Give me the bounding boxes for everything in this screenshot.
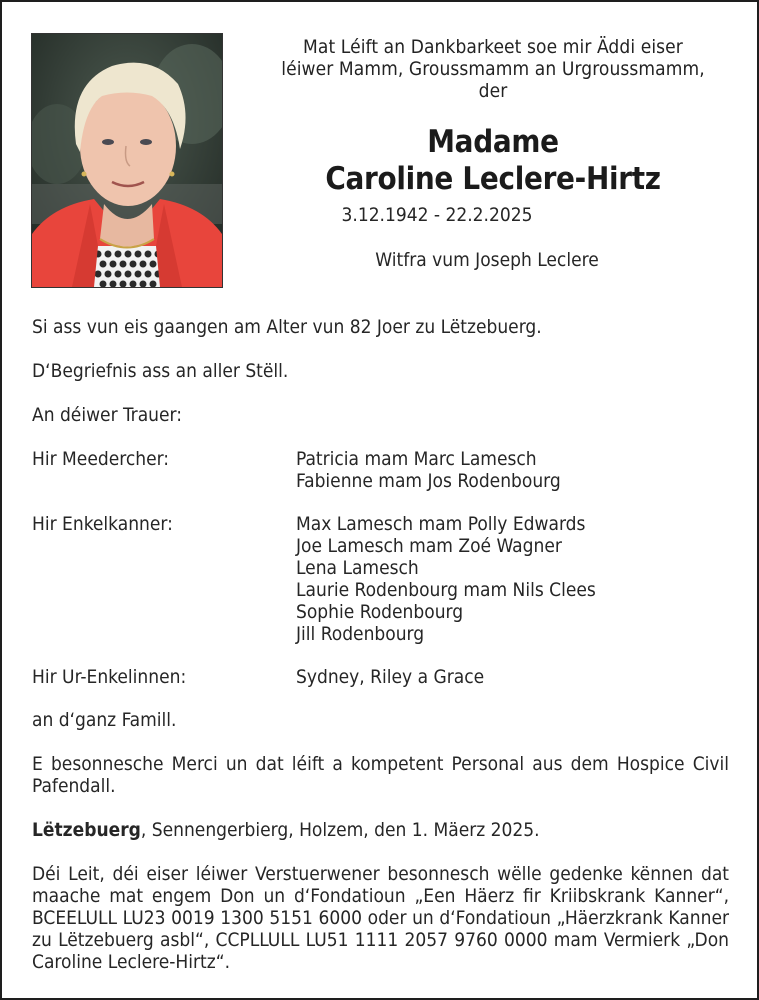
passed-away-text: Si ass vun eis gaangen am Alter vun 82 Joer zu Lëtzebuerg. [32,316,542,338]
family-member: Laurie Rodenbourg mam Nils Clees [296,579,596,601]
family-member: Patricia mam Marc Lamesch [296,448,537,470]
place-date-line [32,819,732,841]
family-member: Sophie Rodenbourg [296,601,464,623]
intro-line: der [478,80,508,102]
intro-line: Mat Léift an Dankbarkeet soe mir Äddi eiser [303,36,683,58]
place-name: Lëtzebuerg [32,819,141,841]
life-dates: 3.12.1942 - 22.2.2025 [341,204,533,226]
family-label: Hir Enkelkanner: [32,513,173,535]
thanks-text: E besonnesche Merci un dat léift a kompetent Personal aus dem Hospice Civil Pafendall. [32,753,729,797]
family-member: Fabienne mam Jos Rodenbourg [296,470,561,492]
family-member: Sydney, Riley a Grace [296,666,485,688]
family-names [296,513,596,645]
portrait-image [32,34,222,287]
portrait-photo [31,33,223,288]
family-label: Hir Meedercher: [32,448,170,470]
widow-of: Witfra vum Joseph Leclere [375,249,599,271]
mourning-intro: An déiwer Trauer: [32,404,182,426]
family-member: Jill Rodenbourg [296,623,425,645]
donation-text: Déi Leit, déi eiser léiwer Verstuerwener besonnesch wëlle gedenke kënnen dat maache mat engem Don un d‘Fondatioun „Een Häerz fir Kriibskrank Kanner“, BCEELULL LU23 0019 1300 5151 6000 oder un d‘Fondatioun „Häerzkrank Kanner zu Lëtzebuerg asbl“, CCPLLULL LU51 1111 2057 9760 0000 mam Vermierk „Don Caroline Leclere-Hirtz“. [32,863,729,973]
deceased-name [237,124,749,198]
title-honorific: Madame [427,124,559,160]
intro-block [237,36,749,102]
family-member: Max Lamesch mam Polly Edwards [296,513,586,535]
place-date-rest: , Sennengerbierg, Holzem, den 1. Mäerz 2025. [140,819,540,841]
intro-line: léiwer Mamm, Groussmamm an Urgroussmamm, [281,58,705,80]
whole-family-text: an d‘ganz Famill. [32,709,177,731]
family-names [296,666,484,688]
family-member: Lena Lamesch [296,557,419,579]
family-label: Hir Ur-Enkelinnen: [32,666,187,688]
family-member: Joe Lamesch mam Zoé Wagner [296,535,562,557]
funeral-text: D‘Begriefnis ass an aller Stëll. [32,360,289,382]
title-full-name: Caroline Leclere-Hirtz [325,161,661,197]
family-names [296,448,561,492]
